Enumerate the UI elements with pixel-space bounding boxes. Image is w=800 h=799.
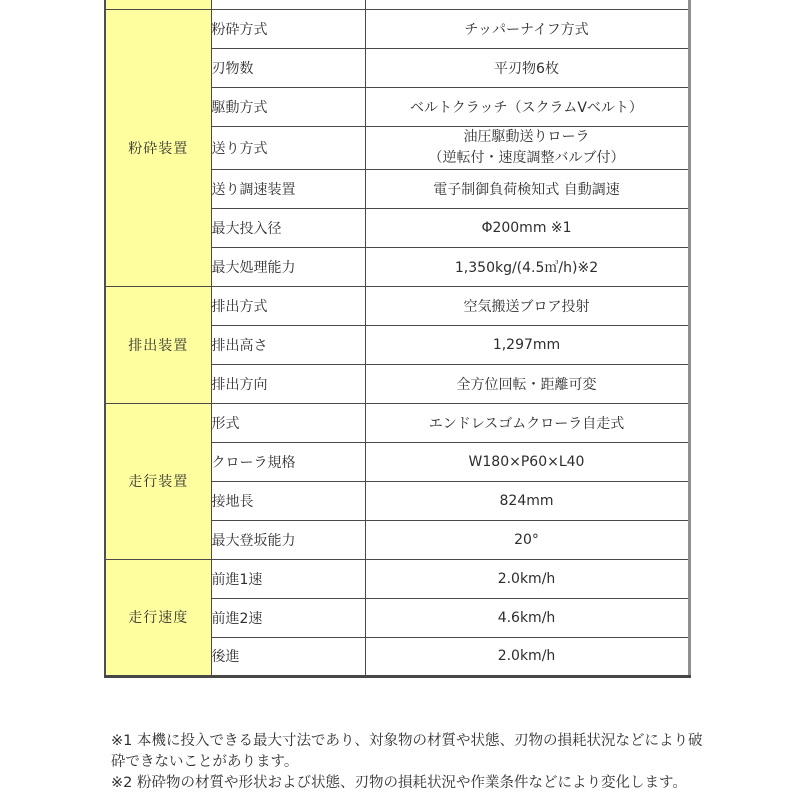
spec-value: 空気搬送ブロア投射	[365, 286, 689, 325]
spec-label: 排出高さ	[211, 325, 365, 364]
spec-label: 排出方向	[211, 364, 365, 403]
category-cell-travel-device: 走行装置	[105, 403, 211, 559]
spec-value-line-2: （逆転付・速度調整バルブ付）	[428, 149, 625, 166]
category-cell-crushing: 粉砕装置	[105, 9, 211, 286]
table-row-partial	[105, 0, 689, 9]
footnote-2: ※2 粉砕物の材質や形状および状態、刃物の損耗状況や作業条件などにより変化します。	[111, 775, 687, 792]
spec-value: ベルトクラッチ（スクラムVベルト）	[365, 87, 689, 126]
table-row	[105, 286, 689, 325]
spec-value: 2.0km/h	[365, 637, 689, 676]
category-cell-discharge: 排出装置	[105, 286, 211, 403]
category-cell-travel-speed: 走行速度	[105, 559, 211, 676]
spec-label: 刃物数	[211, 48, 365, 87]
spec-value: チッパーナイフ方式	[365, 9, 689, 48]
table-row	[105, 9, 689, 48]
spec-label: 最大処理能力	[211, 247, 365, 286]
footnote-1: ※1 本機に投入できる最大寸法であり、対象物の材質や状態、刃物の損耗状況などにより破砕できないことがあります。	[111, 733, 703, 771]
spec-value-line-1: 油圧駆動送りローラ	[463, 128, 590, 145]
spec-label: 駆動方式	[211, 87, 365, 126]
spec-value: 2.0km/h	[365, 559, 689, 598]
spec-value: W180×P60×L40	[365, 442, 689, 481]
spec-value-partial	[365, 0, 689, 9]
spec-value: 20°	[365, 520, 689, 559]
spec-value: 全方位回転・距離可変	[365, 364, 689, 403]
spec-value: 824mm	[365, 481, 689, 520]
spec-label-partial	[211, 0, 365, 9]
spec-label: 送り方式	[211, 126, 365, 169]
spec-label: 最大登坂能力	[211, 520, 365, 559]
spec-label: 前進1速	[211, 559, 365, 598]
spec-table	[104, 0, 691, 678]
table-row	[105, 403, 689, 442]
category-cell-partial	[105, 0, 211, 9]
table-row	[105, 559, 689, 598]
spec-label: 粉砕方式	[211, 9, 365, 48]
spec-value	[365, 126, 689, 169]
spec-value: Φ200mm ※1	[365, 208, 689, 247]
spec-value: 4.6km/h	[365, 598, 689, 637]
spec-value: 平刃物6枚	[365, 48, 689, 87]
spec-label: クローラ規格	[211, 442, 365, 481]
spec-value: 電子制御負荷検知式 自動調速	[365, 169, 689, 208]
spec-label: 後進	[211, 637, 365, 676]
spec-value: 1,350kg/(4.5㎥/h)※2	[365, 247, 689, 286]
spec-label: 形式	[211, 403, 365, 442]
spec-label: 送り調速装置	[211, 169, 365, 208]
spec-label: 最大投入径	[211, 208, 365, 247]
spec-label: 前進2速	[211, 598, 365, 637]
spec-value: エンドレスゴムクローラ自走式	[365, 403, 689, 442]
spec-value: 1,297mm	[365, 325, 689, 364]
spec-label: 接地長	[211, 481, 365, 520]
spec-label: 排出方式	[211, 286, 365, 325]
footnotes	[111, 731, 703, 794]
